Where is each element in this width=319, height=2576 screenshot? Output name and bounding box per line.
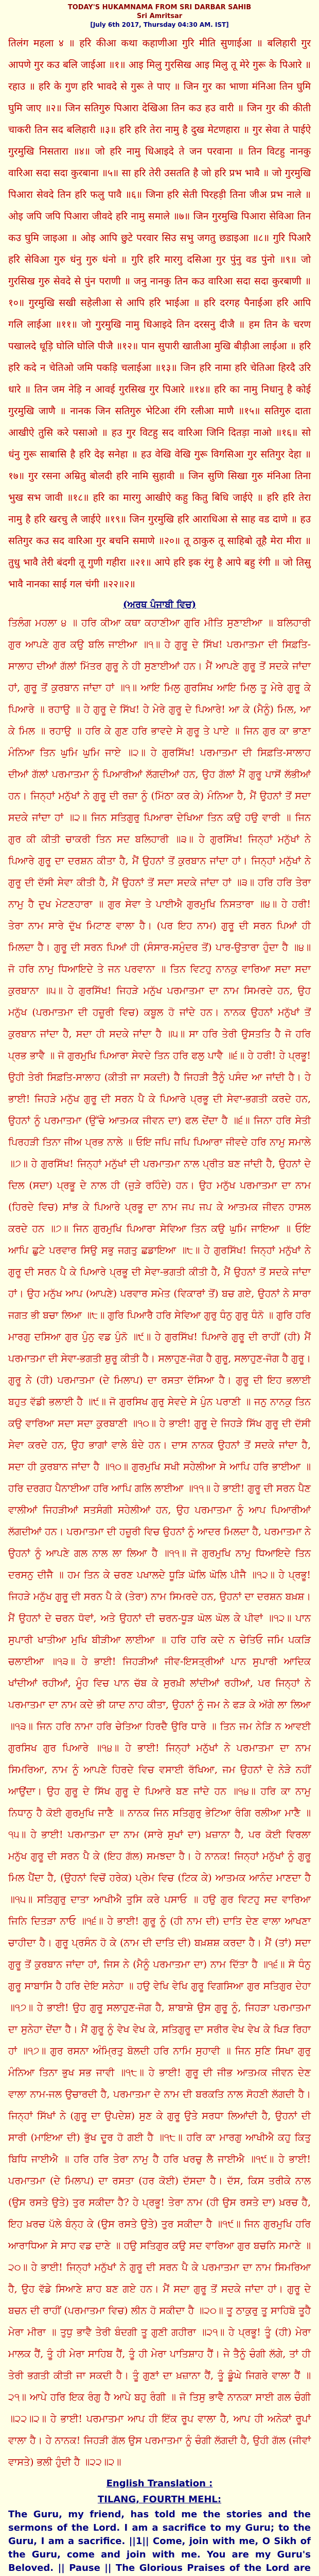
banner-title: TODAY'S HUKAMNAMA FROM SRI DARBAR SAHIB [67, 4, 252, 11]
punjabi-explanation-text: ਤਿਲੰਗ ਮਹਲਾ ੪ ॥ ਹਰਿ ਕੀਆ ਕਥਾ ਕਹਾਣੀਆ ਗੁਰਿ ਮੀਤਿ ਸੁਣਾਈਆ ॥ ਬਲਿਹਾਰੀ ਗੁਰ ਆਪਣੇ ਗੁਰ ਕਉ ਬਲਿ ਜਾਈਆ ॥੧॥ ਹੇ ਗੁਰੂ ਦੇ ਸਿੱਖ! ਪਰਮਾਤਮਾ ਦੀ ਸਿਫ਼ਤਿ-ਸਾਲਾਹ ਦੀਆਂ ਗੱਲਾਂ ਮਿੱਤਰ ਗੁਰੂ ਨੇ ਹੀ ਸੁਣਾਈਆਂ ਹਨ। ਮੈਂ ਆਪਣੇ ਗੁਰੂ ਤੋਂ ਸਦਕੇ ਜਾਂਦਾ ਹਾਂ, ਗੁਰੂ ਤੋਂ ਕੁਰਬਾਨ ਜਾਂਦਾ ਹਾਂ ॥੧॥ ਆਇ ਮਿਲੁ ਗੁਰਸਿਖ ਆਇ ਮਿਲੁ ਤੂ ਮੇਰੇ ਗੁਰੂ ਕੇ ਪਿਆਰੇ ॥ ਰਹਾਉ ॥ ਹੇ ਗੁਰੂ ਦੇ ਸਿੱਖ! ਹੇ ਮੇਰੇ ਗੁਰੂ ਦੇ ਪਿਆਰੇ! ਆ ਕੇ (ਮੈਨੂੰ) ਮਿਲ, ਆ ਕੇ ਮਿਲ ॥ ਰਹਾਉ ॥ ਹਰਿ ਕੇ ਗੁਣ ਹਰਿ ਭਾਵਦੇ ਸੇ ਗੁਰੂ ਤੇ ਪਾਏ ॥ ਜਿਨ ਗੁਰ ਕਾ ਭਾਣਾ ਮੰਨਿਆ ਤਿਨ ਘੁਮਿ ਘੁਮਿ ਜਾਏ ॥੨॥ ਹੇ ਗੁਰਸਿੱਖ! ਪਰਮਾਤਮਾ ਦੀ ਸਿਫ਼ਤਿ-ਸਾਲਾਹ ਦੀਆਂ ਗੱਲਾਂ ਪਰਮਾਤਮਾ ਨੂੰ ਪਿਆਰੀਆਂ ਲੱਗਦੀਆਂ ਹਨ, ਉਹ ਗੱਲਾਂ ਮੈਂ ਗੁਰੂ ਪਾਸੋਂ ਲੱਭੀਆਂ ਹਨ। ਜਿਨ੍ਹਾਂ ਮਨੁੱਖਾਂ ਨੇ ਗੁਰੂ ਦੀ ਰਜ਼ਾ ਨੂੰ (ਮਿੱਠਾ ਕਰ ਕੇ) ਮੰਨਿਆ ਹੈ, ਮੈਂ ਉਹਨਾਂ ਤੋਂ ਸਦਾ ਸਦਕੇ ਜਾਂਦਾ ਹਾਂ ॥੨॥ ਜਿਨ ਸਤਿਗੁਰੁ ਪਿਆਰਾ ਦੇਖਿਆ ਤਿਨ ਕਉ ਹਉ ਵਾਰੀ ॥ ਜਿਨ ਗੁਰ ਕੀ ਕੀਤੀ ਚਾਕਰੀ ਤਿਨ ਸਦ ਬਲਿਹਾਰੀ ॥੩॥ ਹੇ ਗੁਰਸਿੱਖ! ਜਿਨ੍ਹਾਂ ਮਨੁੱਖਾਂ ਨੇ ਪਿਆਰੇ ਗੁਰੂ ਦਾ ਦਰਸ਼ਨ ਕੀਤਾ ਹੈ, ਮੈਂ ਉਹਨਾਂ ਤੋਂ ਕੁਰਬਾਨ ਜਾਂਦਾ ਹਾਂ। ਜਿਨ੍ਹਾਂ ਮਨੁੱਖਾਂ ਨੇ ਗੁਰੂ ਦੀ ਦੱਸੀ ਸੇਵਾ ਕੀਤੀ ਹੈ, ਮੈਂ ਉਹਨਾਂ ਤੋਂ ਸਦਾ ਸਦਕੇ ਜਾਂਦਾ ਹਾਂ ॥੩॥ ਹਰਿ ਹਰਿ ਤੇਰਾ ਨਾਮੁ ਹੈ ਦੁਖ ਮੇਟਣਹਾਰਾ ॥ ਗੁਰ ਸੇਵਾ ਤੇ ਪਾਈਐ ਗੁਰਮੁਖਿ ਨਿਸਤਾਰਾ ॥੪॥ ਹੇ ਹਰੀ! ਤੇਰਾ ਨਾਮ ਸਾਰੇ ਦੁੱਖ ਮਿਟਾਣ ਵਾਲਾ ਹੈ। (ਪਰ ਇਹ ਨਾਮ) ਗੁਰੂ ਦੀ ਸਰਨ ਪਿਆਂ ਹੀ ਮਿਲਦਾ ਹੈ। ਗੁਰੂ ਦੀ ਸਰਨ ਪਿਆਂ ਹੀ (ਸੰਸਾਰ-ਸਮੁੰਦਰ ਤੋਂ) ਪਾਰ-ਉਤਾਰਾ ਹੁੰਦਾ ਹੈ ॥੪॥ ਜੋ ਹਰਿ ਨਾਮੁ ਧਿਆਇਦੇ ਤੇ ਜਨ ਪਰਵਾਨਾ ॥ ਤਿਨ ਵਿਟਹੁ ਨਾਨਕੁ ਵਾਰਿਆ ਸਦਾ ਸਦਾ ਕੁਰਬਾਨਾ ॥੫॥ ਹੇ ਗੁਰਸਿੱਖ! ਜਿਹੜੇ ਮਨੁੱਖ ਪਰਮਾਤਮਾ ਦਾ ਨਾਮ ਸਿਮਰਦੇ ਹਨ, ਉਹ ਮਨੁੱਖ (ਪਰਮਾਤਮਾ ਦੀ ਹਜ਼ੂਰੀ ਵਿਚ) ਕਬੂਲ ਹੋ ਜਾਂਦੇ ਹਨ। ਨਾਨਕ ਉਹਨਾਂ ਮਨੁੱਖਾਂ ਤੋਂ ਕੁਰਬਾਨ ਜਾਂਦਾ ਹੈ, ਸਦਾ ਹੀ ਸਦਕੇ ਜਾਂਦਾ ਹੈ ॥੫॥ ਸਾ ਹਰਿ ਤੇਰੀ ਉਸਤਤਿ ਹੈ ਜੋ ਹਰਿ ਪ੍ਰਭ ਭਾਵੈ ॥ ਜੋ ਗੁਰਮੁਖਿ ਪਿਆਰਾ ਸੇਵਦੇ ਤਿਨ ਹਰਿ ਫਲੁ ਪਾਵੈ ॥੬॥ ਹੇ ਹਰੀ! ਹੇ ਪ੍ਰਭੂ! ਉਹੀ ਤੇਰੀ ਸਿਫ਼ਤਿ-ਸਾਲਾਹ (ਕੀਤੀ ਜਾ ਸਕਦੀ) ਹੈ ਜਿਹੜੀ ਤੈਨੂੰ ਪਸੰਦ ਆ ਜਾਂਦੀ ਹੈ। ਹੇ ਭਾਈ! ਜਿਹੜੇ ਮਨੁੱਖ ਗੁਰੂ ਦੀ ਸਰਨ ਪੈ ਕੇ ਪਿਆਰੇ ਪ੍ਰਭੂ ਦੀ ਸੇਵਾ-ਭਗਤੀ ਕਰਦੇ ਹਨ, ਉਹਨਾਂ ਨੂੰ ਪਰਮਾਤਮਾ (ਉੱਚੇ ਆਤਮਕ ਜੀਵਨ ਦਾ) ਫਲ ਦੇਂਦਾ ਹੈ ॥੬॥ ਜਿਨਾ ਹਰਿ ਸੇਤੀ ਪਿਰਹੜੀ ਤਿਨਾ ਜੀਅ ਪ੍ਰਭ ਨਾਲੇ ॥ ਓਇ ਜਪਿ ਜਪਿ ਪਿਆਰਾ ਜੀਵਦੇ ਹਰਿ ਨਾਮੁ ਸਮਾਲੇ ॥੭॥ ਹੇ ਗੁਰਸਿੱਖ! ਜਿਨ੍ਹਾਂ ਮਨੁੱਖਾਂ ਦੀ ਪਰਮਾਤਮਾ ਨਾਲ ਪ੍ਰੀਤ ਬਣ ਜਾਂਦੀ ਹੈ, ਉਹਨਾਂ ਦੇ ਦਿਲ (ਸਦਾ) ਪ੍ਰਭੂ ਦੇ ਨਾਲ ਹੀ (ਜੁੜੇ ਰਹਿੰਦੇ) ਹਨ। ਉਹ ਮਨੁੱਖ ਪਰਮਾਤਮਾ ਦਾ ਨਾਮ (ਹਿਰਦੇ ਵਿਚ) ਸਾਂਭ ਕੇ ਪਿਆਰੇ ਪ੍ਰਭੂ ਦਾ ਨਾਮ ਜਪ ਜਪ ਕੇ ਆਤਮਕ ਜੀਵਨ ਹਾਸਲ ਕਰਦੇ ਹਨ ॥੭॥ ਜਿਨ ਗੁਰਮੁਖਿ ਪਿਆਰਾ ਸੇਵਿਆ ਤਿਨ ਕਉ ਘੁਮਿ ਜਾਇਆ ॥ ਓਇ ਆਪਿ ਛੁਟੇ ਪਰਵਾਰ ਸਿਉ ਸਭੁ ਜਗਤੁ ਛਡਾਇਆ ॥੮॥ ਹੇ ਗੁਰਸਿੱਖ! ਜਿਨ੍ਹਾਂ ਮਨੁੱਖਾਂ ਨੇ ਗੁਰੂ ਦੀ ਸਰਨ ਪੈ ਕੇ ਪਿਆਰੇ ਪ੍ਰਭੂ ਦੀ ਸੇਵਾ-ਭਗਤੀ ਕੀਤੀ ਹੈ, ਮੈਂ ਉਹਨਾਂ ਤੋਂ ਸਦਕੇ ਜਾਂਦਾ ਹਾਂ। ਉਹ ਮਨੁੱਖ ਆਪ (ਆਪਣੇ) ਪਰਵਾਰ ਸਮੇਤ (ਵਿਕਾਰਾਂ ਤੋਂ) ਬਚ ਗਏ, ਉਹਨਾਂ ਨੇ ਸਾਰਾ ਜਗਤ ਭੀ ਬਚਾ ਲਿਆ ॥੮॥ ਗੁਰਿ ਪਿਆਰੈ ਹਰਿ ਸੇਵਿਆ ਗੁਰੁ ਧੰਨੁ ਗੁਰੁ ਧੰਨੋ ॥ ਗੁਰਿ ਹਰਿ ਮਾਰਗੁ ਦਸਿਆ ਗੁਰ ਪੁੰਨੁ ਵਡ ਪੁੰਨੋ ॥੯॥ ਹੇ ਗੁਰਸਿੱਖ! ਪਿਆਰੇ ਗੁਰੂ ਦੀ ਰਾਹੀਂ (ਹੀ) ਮੈਂ ਪਰਮਾਤਮਾ ਦੀ ਸੇਵਾ-ਭਗਤੀ ਸ਼ੁਰੂ ਕੀਤੀ ਹੈ। ਸਲਾਹੁਣ-ਜੋਗ ਹੈ ਗੁਰੂ, ਸਲਾਹੁਣ-ਜੋਗ ਹੈ ਗੁਰੂ। ਗੁਰੂ ਨੇ (ਹੀ) ਪਰਮਾਤਮਾ (ਦੇ ਮਿਲਾਪ) ਦਾ ਰਸਤਾ ਦੱਸਿਆ ਹੈ। ਗੁਰੂ ਦੀ ਇਹ ਭਲਾਈ ਬਹੁਤ ਵੱਡੀ ਭਲਾਈ ਹੈ ॥੯॥ ਜੋ ਗੁਰਸਿਖ ਗੁਰੁ ਸੇਵਦੇ ਸੇ ਪੁੰਨ ਪਰਾਣੀ ॥ ਜਨੁ ਨਾਨਕੁ ਤਿਨ ਕਉ ਵਾਰਿਆ ਸਦਾ ਸਦਾ ਕੁਰਬਾਣੀ ॥੧੦॥ ਹੇ ਭਾਈ! ਗੁਰੂ ਦੇ ਜਿਹੜੇ ਸਿੱਖ ਗੁਰੂ ਦੀ ਦੱਸੀ ਸੇਵਾ ਕਰਦੇ ਹਨ, ਉਹ ਭਾਗਾਂ ਵਾਲੇ ਬੰਦੇ ਹਨ। ਦਾਸ ਨਾਨਕ ਉਹਨਾਂ ਤੋਂ ਸਦਕੇ ਜਾਂਦਾ ਹੈ, ਸਦਾ ਹੀ ਕੁਰਬਾਨ ਜਾਂਦਾ ਹੈ ॥੧੦॥ ਗੁਰਮੁਖਿ ਸਖੀ ਸਹੇਲੀਆ ਸੇ ਆਪਿ ਹਰਿ ਭਾਈਆ ॥ ਹਰਿ ਦਰਗਹ ਪੈਨਾਈਆ ਹਰਿ ਆਪਿ ਗਲਿ ਲਾਈਆ ॥੧੧॥ ਹੇ ਭਾਈ! ਗੁਰੂ ਦੀ ਸਰਨ ਪੈਣ ਵਾਲੀਆਂ ਜਿਹੜੀਆਂ ਸਤਸੰਗੀ ਸਹੇਲੀਆਂ ਹਨ, ਉਹ ਪਰਮਾਤਮਾ ਨੂੰ ਆਪ ਪਿਆਰੀਆਂ ਲੱਗਦੀਆਂ ਹਨ। ਪਰਮਾਤਮਾ ਦੀ ਹਜ਼ੂਰੀ ਵਿਚ ਉਹਨਾਂ ਨੂੰ ਆਦਰ ਮਿਲਦਾ ਹੈ, ਪਰਮਾਤਮਾ ਨੇ ਉਹਨਾਂ ਨੂੰ ਆਪਣੇ ਗਲ ਨਾਲ ਲਾ ਲਿਆ ਹੈ ॥੧੧॥ ਜੋ ਗੁਰਮੁਖਿ ਨਾਮੁ ਧਿਆਇਦੇ ਤਿਨ ਦਰਸਨੁ ਦੀਜੈ ॥ ਹਮ ਤਿਨ ਕੇ ਚਰਣ ਪਖਾਲਦੇ ਧੂੜਿ ਘੋਲਿ ਘੋਲਿ ਪੀਜੈ ॥੧੨॥ ਹੇ ਪ੍ਰਭੂ! ਜਿਹੜੇ ਮਨੁੱਖ ਗੁਰੂ ਦੀ ਸਰਨ ਪੈ ਕੇ (ਤੇਰਾ) ਨਾਮ ਸਿਮਰਦੇ ਹਨ, ਉਹਨਾਂ ਦਾ ਦਰਸ਼ਨ ਬਖ਼ਸ਼। ਮੈਂ ਉਹਨਾਂ ਦੇ ਚਰਨ ਧੋਵਾਂ, ਅਤੇ ਉਹਨਾਂ ਦੀ ਚਰਨ-ਧੂੜ ਘੋਲ ਘੋਲ ਕੇ ਪੀਵਾਂ ॥੧੨॥ ਪਾਨ ਸੁਪਾਰੀ ਖਾਤੀਆ ਮੁਖਿ ਬੀੜੀਆ ਲਾਈਆ ॥ ਹਰਿ ਹਰਿ ਕਦੇ ਨ ਚੇਤਿਓ ਜਮਿ ਪਕੜਿ ਚਲਾਈਆ ॥੧੩॥ ਹੇ ਭਾਈ! ਜਿਹੜੀਆਂ ਜੀਵ-ਇਸਤ੍ਰੀਆਂ ਪਾਨ ਸੁਪਾਰੀ ਆਦਿਕ ਖਾਂਦੀਆਂ ਰਹੀਆਂ, ਮੂੰਹ ਵਿਚ ਪਾਨ ਚੱਬ ਕੇ ਸੁਰਖ਼ੀ ਲਾਂਦੀਆਂ ਰਹੀਆਂ, ਪਰ ਜਿਨ੍ਹਾਂ ਨੇ ਪਰਮਾਤਮਾ ਦਾ ਨਾਮ ਕਦੇ ਭੀ ਯਾਦ ਨਾਹ ਕੀਤਾ, ਉਹਨਾਂ ਨੂੰ ਜਮ ਨੇ ਫੜ ਕੇ ਅੱਗੇ ਲਾ ਲਿਆ ॥੧੩॥ ਜਿਨ ਹਰਿ ਨਾਮਾ ਹਰਿ ਚੇਤਿਆ ਹਿਰਦੈ ਉਰਿ ਧਾਰੇ ॥ ਤਿਨ ਜਮ ਨੇੜਿ ਨ ਆਵਈ ਗੁਰਸਿਖ ਗੁਰ ਪਿਆਰੇ ॥੧੪॥ ਹੇ ਭਾਈ! ਜਿਨ੍ਹਾਂ ਮਨੁੱਖਾਂ ਨੇ ਪਰਮਾਤਮਾ ਦਾ ਨਾਮ ਸਿਮਰਿਆ, ਨਾਮ ਨੂੰ ਆਪਣੇ ਹਿਰਦੇ ਵਿਚ ਵਸਾਈ ਰੱਖਿਆ, ਜਮ ਉਹਨਾਂ ਦੇ ਨੇੜੇ ਨਹੀਂ ਆਉਂਦਾ। ਉਹ ਗੁਰੂ ਦੇ ਸਿੱਖ ਗੁਰੂ ਦੇ ਪਿਆਰੇ ਬਣ ਜਾਂਦੇ ਹਨ ॥੧੪॥ ਹਰਿ ਕਾ ਨਾਮੁ ਨਿਧਾਨੁ ਹੈ ਕੋਈ ਗੁਰਮੁਖਿ ਜਾਣੈ ॥ ਨਾਨਕ ਜਿਨ ਸਤਿਗੁਰੁ ਭੇਟਿਆ ਰੰਗਿ ਰਲੀਆ ਮਾਣੈ ॥੧੫॥ ਹੇ ਭਾਈ! ਪਰਮਾਤਮਾ ਦਾ ਨਾਮ (ਸਾਰੇ ਸੁਖਾਂ ਦਾ) ਖ਼ਜ਼ਾਨਾ ਹੈ, ਪਰ ਕੋਈ ਵਿਰਲਾ ਮਨੁੱਖ ਗੁਰੂ ਦੀ ਸਰਨ ਪੈ ਕੇ (ਇਹ ਗੱਲ) ਸਮਝਦਾ ਹੈ। ਹੇ ਨਾਨਕ! ਜਿਨ੍ਹਾਂ ਮਨੁੱਖਾਂ ਨੂੰ ਗੁਰੂ ਮਿਲ ਪੈਂਦਾ ਹੈ, (ਉਹਨਾਂ ਵਿਚੋਂ ਹਰੇਕ) ਪ੍ਰੇਮ ਵਿਚ (ਟਿਕ ਕੇ) ਆਤਮਕ ਆਨੰਦ ਮਾਣਦਾ ਹੈ ॥੧੫॥ ਸਤਿਗੁਰੁ ਦਾਤਾ ਆਖੀਐ ਤੁਸਿ ਕਰੇ ਪਸਾਓ ॥ ਹਉ ਗੁਰ ਵਿਟਹੁ ਸਦ ਵਾਰਿਆ ਜਿਨਿ ਦਿਤੜਾ ਨਾਓ ॥੧੬॥ ਹੇ ਭਾਈ! ਗੁਰੂ ਨੂੰ (ਹੀ ਨਾਮ ਦੀ) ਦਾਤਿ ਦੇਣ ਵਾਲਾ ਆਖਣਾ ਚਾਹੀਦਾ ਹੈ। ਗੁਰੂ ਪ੍ਰਸੰਨ ਹੋ ਕੇ (ਨਾਮ ਦੀ ਦਾਤਿ ਦੀ) ਬਖ਼ਸ਼ਸ਼ ਕਰਦਾ ਹੈ। ਮੈਂ (ਤਾਂ) ਸਦਾ ਗੁਰੂ ਤੋਂ ਕੁਰਬਾਨ ਜਾਂਦਾ ਹਾਂ, ਜਿਸ ਨੇ (ਮੈਨੂੰ ਪਰਮਾਤਮਾ ਦਾ) ਨਾਮ ਦਿੱਤਾ ਹੈ ॥੧੬॥ ਸੋ ਧੰਨੁ ਗੁਰੂ ਸਾਬਾਸਿ ਹੈ ਹਰਿ ਦੇਇ ਸਨੇਹਾ ॥ ਹਉ ਵੇਖਿ ਵੇਖਿ ਗੁਰੂ ਵਿਗਸਿਆ ਗੁਰ ਸਤਿਗੁਰ ਦੇਹਾ ॥੧੭॥ ਹੇ ਭਾਈ! ਉਹ ਗੁਰੂ ਸਲਾਹੁਣ-ਜੋਗ ਹੈ, ਸ਼ਾਬਾਸ਼ੇ ਉਸ ਗੁਰੂ ਨੂੰ, ਜਿਹੜਾ ਪਰਮਾਤਮਾ ਦਾ ਸੁਨੇਹਾ ਦੇਂਦਾ ਹੈ। ਮੈਂ ਗੁਰੂ ਨੂੰ ਵੇਖ ਵੇਖ ਕੇ, ਸਤਿਗੁਰੂ ਦਾ ਸਰੀਰ ਵੇਖ ਵੇਖ ਕੇ ਖਿੜ ਰਿਹਾ ਹਾਂ ॥੧੭॥ ਗੁਰ ਰਸਨਾ ਅੰਮ੍ਰਿਤੁ ਬੋਲਦੀ ਹਰਿ ਨਾਮਿ ਸੁਹਾਵੀ ॥ ਜਿਨ ਸੁਣਿ ਸਿਖਾ ਗੁਰੁ ਮੰਨਿਆ ਤਿਨਾ ਭੁਖ ਸਭ ਜਾਵੀ ॥੧੮॥ ਹੇ ਭਾਈ! ਗੁਰੂ ਦੀ ਜੀਭ ਆਤਮਕ ਜੀਵਨ ਦੇਣ ਵਾਲਾ ਨਾਮ-ਜਲ ਉਚਾਰਦੀ ਹੈ, ਪਰਮਾਤਮਾ ਦੇ ਨਾਮ ਦੀ ਬਰਕਤਿ ਨਾਲ ਸੋਹਣੀ ਲੱਗਦੀ ਹੈ। ਜਿਨ੍ਹਾਂ ਸਿੱਖਾਂ ਨੇ (ਗੁਰੂ ਦਾ ਉਪਦੇਸ਼) ਸੁਣ ਕੇ ਗੁਰੂ ਉਤੇ ਸਰਧਾ ਲਿਆਂਦੀ ਹੈ, ਉਹਨਾਂ ਦੀ ਸਾਰੀ (ਮਾਇਆ ਦੀ) ਭੁੱਖ ਦੂਰ ਹੋ ਗਈ ਹੈ ॥੧੮॥ ਹਰਿ ਕਾ ਮਾਰਗੁ ਆਖੀਐ ਕਹੁ ਕਿਤੁ ਬਿਧਿ ਜਾਈਐ ॥ ਹਰਿ ਹਰਿ ਤੇਰਾ ਨਾਮੁ ਹੈ ਹਰਿ ਖਰਚੁ ਲੈ ਜਾਈਐ ॥੧੯॥ ਹੇ ਭਾਈ! ਪਰਮਾਤਮਾ (ਦੇ ਮਿਲਾਪ) ਦਾ ਰਸਤਾ (ਹਰ ਕੋਈ) ਦੱਸਦਾ ਹੈ। ਦੱਸ, ਕਿਸ ਤਰੀਕੇ ਨਾਲ (ਉਸ ਰਸਤੇ ਉਤੇ) ਤੁਰ ਸਕੀਦਾ ਹੈ? ਹੇ ਪ੍ਰਭੂ! ਤੇਰਾ ਨਾਮ (ਹੀ ਉਸ ਰਸਤੇ ਦਾ) ਖ਼ਰਚ ਹੈ, ਇਹ ਖ਼ਰਚ ਪੱਲੇ ਬੰਨ੍ਹ ਕੇ (ਉਸ ਰਸਤੇ ਉਤੇ) ਤੁਰ ਸਕੀਦਾ ਹੈ ॥੧੯॥ ਜਿਨ ਗੁਰਮੁਖਿ ਹਰਿ ਆਰਾਧਿਆ ਸੇ ਸਾਹ ਵਡ ਦਾਣੇ ॥ ਹਉ ਸਤਿਗੁਰ ਕਉ ਸਦ ਵਾਰਿਆ ਗੁਰ ਬਚਨਿ ਸਮਾਣੇ ॥੨੦॥ ਹੇ ਭਾਈ! ਜਿਨ੍ਹਾਂ ਮਨੁੱਖਾਂ ਨੇ ਗੁਰੂ ਦੀ ਸਰਨ ਪੈ ਕੇ ਪਰਮਾਤਮਾ ਦਾ ਨਾਮ ਸਿਮਰਿਆ ਹੈ, ਉਹ ਵੱਡੇ ਸਿਆਣੇ ਸ਼ਾਹ ਬਣ ਗਏ ਹਨ। ਮੈਂ ਸਦਾ ਗੁਰੂ ਤੋਂ ਸਦਕੇ ਜਾਂਦਾ ਹਾਂ। ਗੁਰੂ ਦੇ ਬਚਨ ਦੀ ਰਾਹੀਂ (ਪਰਮਾਤਮਾ ਵਿਚ) ਲੀਨ ਹੋ ਸਕੀਦਾ ਹੈ ॥੨੦॥ ਤੂ ਠਾਕੁਰੁ ਤੂ ਸਾਹਿਬੋ ਤੂਹੈ ਮੇਰਾ ਮੀਰਾ ॥ ਤੁਧੁ ਭਾਵੈ ਤੇਰੀ ਬੰਦਗੀ ਤੂ ਗੁਣੀ ਗਹੀਰਾ ॥੨੧॥ ਹੇ ਪ੍ਰਭੂ! ਤੂੰ (ਹੀ) ਮੇਰਾ ਮਾਲਕ ਹੈਂ, ਤੂੰ ਹੀ ਮੇਰਾ ਸਾਹਿਬ ਹੈਂ, ਤੂੰ ਹੀ ਮੇਰਾ ਪਾਤਿਸ਼ਾਹ ਹੈਂ। ਜੇ ਤੈਨੂੰ ਚੰਗੀ ਲੱਗੇ, ਤਾਂ ਹੀ ਤੇਰੀ ਭਗਤੀ ਕੀਤੀ ਜਾ ਸਕਦੀ ਹੈ। ਤੂੰ ਗੁਣਾਂ ਦਾ ਖ਼ਜ਼ਾਨਾ ਹੈਂ, ਤੂੰ ਡੂੰਘੇ ਜਿਗਰੇ ਵਾਲਾ ਹੈਂ ॥੨੧॥ ਆਪੇ ਹਰਿ ਇਕ ਰੰਗੁ ਹੈ ਆਪੇ ਬਹੁ ਰੰਗੀ ॥ ਜੋ ਤਿਸੁ ਭਾਵੈ ਨਾਨਕਾ ਸਾਈ ਗਲ ਚੰਗੀ ॥੨੨॥੨॥ ਹੇ ਭਾਈ! ਪਰਮਾਤਮਾ ਆਪ ਹੀ ਇੱਕ ਰੂਪ ਵਾਲਾ ਹੈ, ਆਪ ਹੀ ਅਨੇਕਾਂ ਰੂਪਾਂ ਵਾਲਾ ਹੈ। ਹੇ ਨਾਨਕ! ਜਿਹੜੀ ਗੱਲ ਉਸ ਪਰਮਾਤਮਾ ਨੂੰ ਚੰਗੀ ਲੱਗਦੀ ਹੈ, ਉਹੀ ਗੱਲ (ਜੀਵਾਂ ਵਾਸਤੇ) ਭਲੀ ਹੁੰਦੀ ਹੈ ॥੨੨॥੨॥ [8, 617, 311, 2468]
banner-location: Sri Amritsar [136, 12, 183, 20]
punjabi-meaning-heading: (ਅਰਥ ਪੰਜਾਬੀ ਵਿਚ) [123, 599, 196, 610]
english-raag-heading: TILANG, FOURTH MEHL: [97, 2494, 222, 2505]
banner-date: [July 6th 2017, Thursday 04:30 AM. IST] [90, 21, 229, 28]
english-translation-text: The Guru, my friend, has told me the stories and the sermons of the Lord. I am a sacrifice to my Guru; to the Guru, I am a sacrifice. ||1|| Come, join with me, O Sikh of the Guru, come and join with me. You are my Guru's Beloved. || Pause || The Glorious Praises of the Lord are [8, 2509, 311, 2573]
english-translation-heading: English Translation : [106, 2478, 213, 2489]
header-banner [8, 3, 311, 29]
hindi-shabad-text: तिलंग महला ४ ॥ हरि कीआ कथा कहाणीआ गुरि मीति सुणाईआ ॥ बलिहारी गुर आपणे गुर कउ बलि जाईआ ॥१॥ आइ मिलु गुरसिख आइ मिलु तू मेरे गुरू के पिआरे ॥ रहाउ ॥ हरि के गुण हरि भावदे से गुरू ते पाए ॥ जिन गुर का भाणा मंनिआ तिन घुमि घुमि जाए ॥२॥ जिन सतिगुरु पिआरा देखिआ तिन कउ हउ वारी ॥ जिन गुर की कीती चाकरी तिन सद बलिहारी ॥३॥ हरि हरि तेरा नामु है दुख मेटणहारा ॥ गुर सेवा ते पाईऐ गुरमुखि निसतारा ॥४॥ जो हरि नामु धिआइदे ते जन परवाना ॥ तिन विटहु नानकु वारिआ सदा सदा कुरबाना ॥५॥ सा हरि तेरी उसतति है जो हरि प्रभ भावै ॥ जो गुरमुखि पिआरा सेवदे तिन हरि फलु पावै ॥६॥ जिना हरि सेती पिरहड़ी तिना जीअ प्रभ नाले ॥ ओइ जपि जपि पिआरा जीवदे हरि नामु समाले ॥७॥ जिन गुरमुखि पिआरा सेविआ तिन कउ घुमि जाइआ ॥ ओइ आपि छुटे परवार सिउ सभु जगतु छडाइआ ॥८॥ गुरि पिआरै हरि सेविआ गुरु धंनु गुरु धंनो ॥ गुरि हरि मारगु दसिआ गुर पुंनु वड पुंनो ॥९॥ जो गुरसिख गुरु सेवदे से पुंन पराणी ॥ जनु नानकु तिन कउ वारिआ सदा सदा कुरबाणी ॥१०॥ गुरमुखि सखी सहेलीआ से आपि हरि भाईआ ॥ हरि दरगह पैनाईआ हरि आपि गलि लाईआ ॥११॥ जो गुरमुखि नामु धिआइदे तिन दरसनु दीजै ॥ हम तिन के चरण पखालदे धूड़ि घोलि घोलि पीजै ॥१२॥ पान सुपारी खातीआ मुखि बीड़ीआ लाईआ ॥ हरि हरि कदे न चेतिओ जमि पकड़ि चलाईआ ॥१३॥ जिन हरि नामा हरि चेतिआ हिरदै उरि धारे ॥ तिन जम नेड़ि न आवई गुरसिख गुर पिआरे ॥१४॥ हरि का नामु निधानु है कोई गुरमुखि जाणै ॥ नानक जिन सतिगुरु भेटिआ रंगि रलीआ माणै ॥१५॥ सतिगुरु दाता आखीऐ तुसि करे पसाओ ॥ हउ गुर विटहु सद वारिआ जिनि दितड़ा नाओ ॥१६॥ सो धंनु गुरू साबासि है हरि देइ सनेहा ॥ हउ वेखि वेखि गुरू विगसिआ गुर सतिगुर देहा ॥१७॥ गुर रसना अम्रितु बोलदी हरि नामि सुहावी ॥ जिन सुणि सिखा गुरु मंनिआ तिना भुख सभ जावी ॥१८॥ हरि का मारगु आखीऐ कहु कितु बिधि जाईऐ ॥ हरि हरि तेरा नामु है हरि खरचु लै जाईऐ ॥१९॥ जिन गुरमुखि हरि आराधिआ से साह वड दाणे ॥ हउ सतिगुर कउ सद वारिआ गुर बचनि समाणे ॥२०॥ तू ठाकुरु तू साहिबो तूहै मेरा मीरा ॥ तुधु भावै तेरी बंदगी तू गुणी गहीरा ॥२१॥ आपे हरि इक रंगु है आपे बहु रंगी ॥ जो तिसु भावै नानका साई गल चंगी ॥२२॥२॥ [8, 38, 311, 590]
